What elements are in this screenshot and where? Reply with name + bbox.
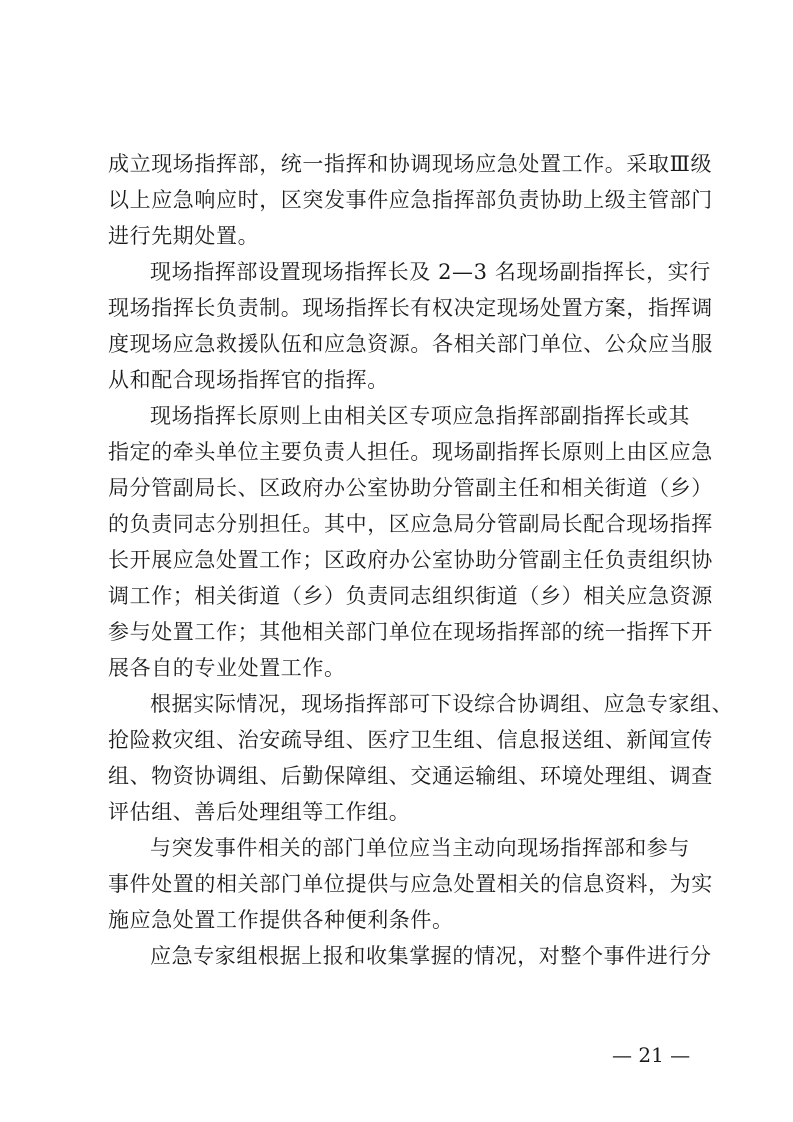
text-line: 调工作；相关街道（乡）负责同志组织街道（乡）相关应急资源: [108, 584, 713, 608]
text-line: 与突发事件相关的部门单位应当主动向现场指挥部和参与: [150, 836, 690, 860]
text-line: 局分管副局长、区政府办公室协助分管副主任和相关街道（乡）: [108, 476, 713, 500]
text-line: 长开展应急处置工作；区政府办公室协助分管副主任负责组织协: [108, 548, 713, 572]
page-number: — 21 —: [612, 1043, 691, 1067]
paragraph: [108, 254, 713, 398]
text-line: 抢险救灾组、治安疏导组、医疗卫生组、信息报送组、新闻宣传: [108, 728, 713, 752]
text-line: 现场指挥长负责制。现场指挥长有权决定现场处置方案，指挥调: [108, 296, 713, 320]
text-line: 从和配合现场指挥官的指挥。: [108, 368, 389, 392]
text-line: 现场指挥部设置现场指挥长及 2—3 名现场副指挥长，实行: [150, 260, 711, 284]
text-line: 根据实际情况，现场指挥部可下设综合协调组、应急专家组、: [150, 692, 734, 716]
text-line: 度现场应急救援队伍和应急资源。各相关部门单位、公众应当服: [108, 332, 713, 356]
text-line: 进行先期处置。: [108, 224, 260, 248]
text-line: 组、物资协调组、后勤保障组、交通运输组、环境处理组、调查: [108, 764, 713, 788]
paragraph: [108, 686, 734, 830]
paragraph: [108, 398, 713, 686]
text-line: 现场指挥长原则上由相关区专项应急指挥部副指挥长或其: [150, 404, 690, 428]
paragraph: [108, 830, 713, 938]
paragraph: [108, 938, 712, 974]
text-line: 应急专家组根据上报和收集掌握的情况，对整个事件进行分: [150, 944, 712, 968]
body-text: [108, 146, 734, 974]
text-line: 的负责同志分别担任。其中，区应急局分管副局长配合现场指挥: [108, 512, 713, 536]
text-line: 以上应急响应时，区突发事件应急指挥部负责协助上级主管部门: [108, 188, 713, 212]
text-line: 展各自的专业处置工作。: [108, 656, 346, 680]
text-line: 施应急处置工作提供各种便利条件。: [108, 908, 454, 932]
text-line: 事件处置的相关部门单位提供与应急处置相关的信息资料，为实: [108, 872, 713, 896]
text-line: 成立现场指挥部，统一指挥和协调现场应急处置工作。采取Ⅲ级: [108, 152, 713, 176]
text-line: 参与处置工作；其他相关部门单位在现场指挥部的统一指挥下开: [108, 620, 713, 644]
text-line: 指定的牵头单位主要负责人担任。现场副指挥长原则上由区应急: [108, 440, 713, 464]
paragraph: [108, 146, 713, 254]
text-line: 评估组、善后处理组等工作组。: [108, 800, 411, 824]
